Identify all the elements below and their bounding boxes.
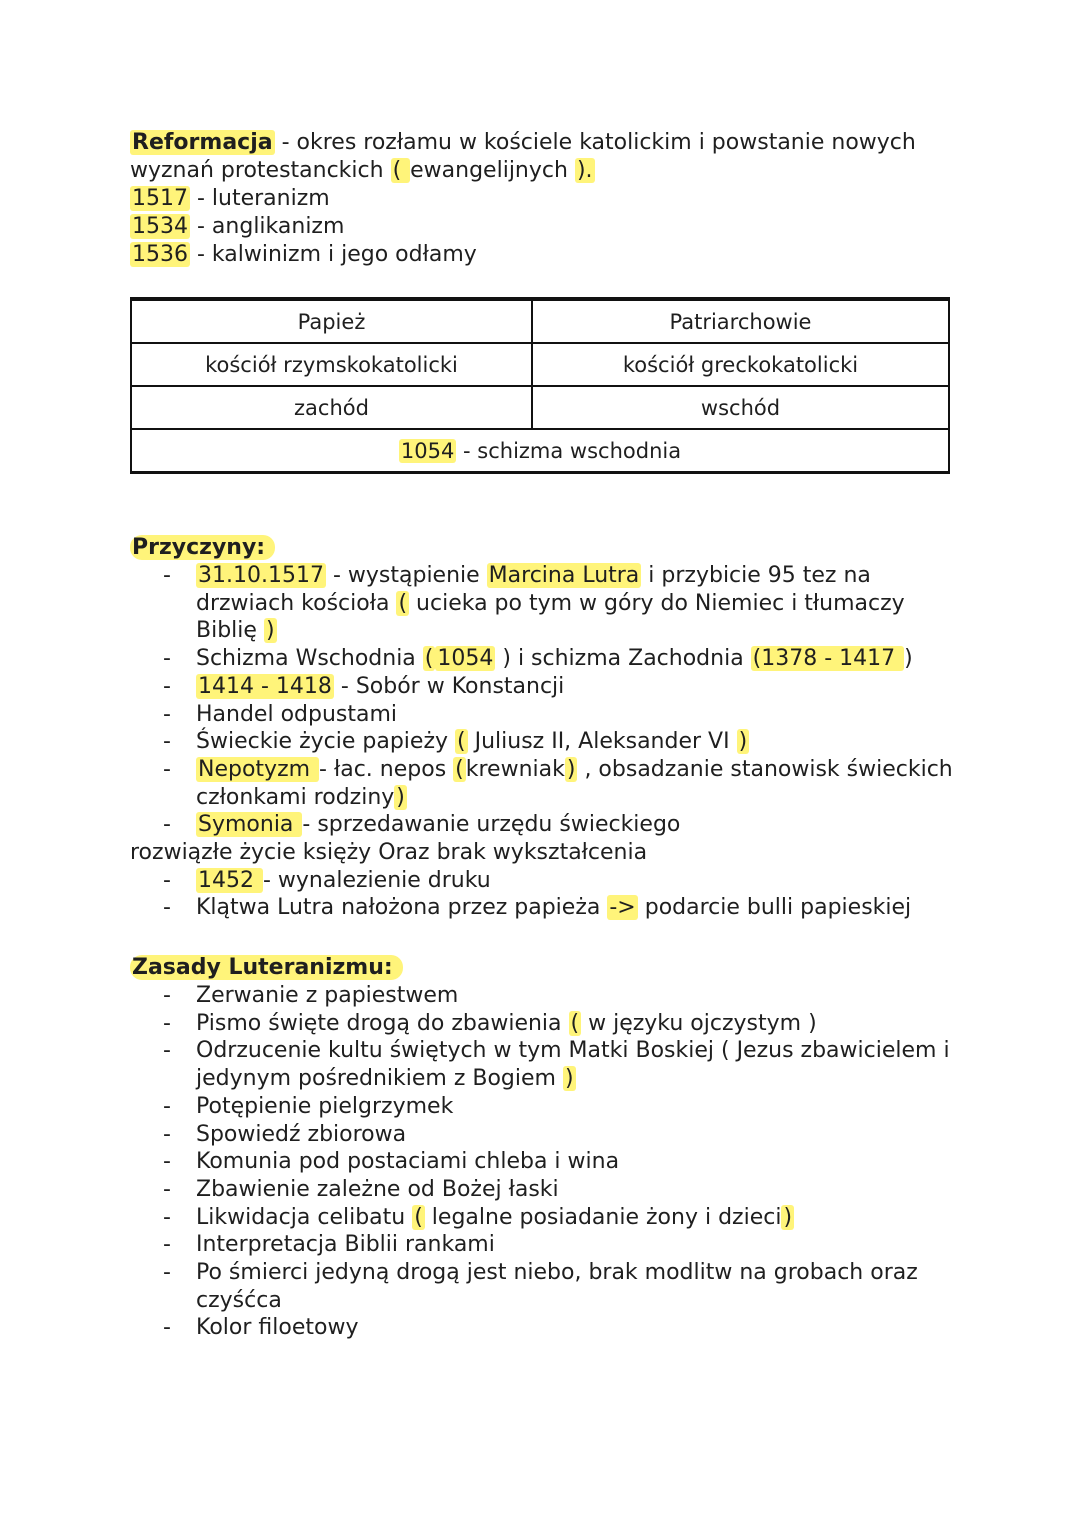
date-highlight: 31.10.1517 <box>198 563 324 588</box>
list-item <box>130 673 960 701</box>
paren-highlight: ( <box>414 1204 423 1230</box>
table-footer-cell <box>131 429 949 473</box>
text-part: - wystąpienie <box>325 563 487 588</box>
text-part: Pismo święte drogą do zbawienia <box>196 1010 569 1036</box>
text-part: Odrzucenie kultu świętych w tym Matki Boskiej ( Jezus zbawicielem i jedynym pośrednikiem z Bogiem <box>196 1038 950 1092</box>
paren-highlight: ). <box>576 158 593 183</box>
text-part: Potępienie pielgrzymek <box>196 1093 454 1119</box>
list-item <box>130 1176 960 1204</box>
date-highlight: 1414 - 1418 <box>198 673 332 699</box>
paren-highlight: ) <box>566 756 576 782</box>
text-part: Spowiedź zbiorowa <box>196 1121 407 1147</box>
date-text: - anglikanizm <box>190 214 345 239</box>
rules-list <box>130 982 960 1342</box>
list-item <box>130 1231 960 1259</box>
date-year: 1534 <box>132 214 188 239</box>
date-line <box>130 241 950 269</box>
term-highlight: Nepotyzm <box>198 756 318 782</box>
text-part: ) <box>904 646 913 672</box>
list-item <box>130 839 960 867</box>
list-item <box>130 1314 960 1342</box>
list-item <box>130 867 960 895</box>
table-cell: kościół rzymskokatolicki <box>131 343 532 386</box>
date-line <box>130 213 950 241</box>
text-part: i przybicie 95 tez na drzwiach kościoła <box>196 563 871 616</box>
date-line <box>130 185 950 213</box>
text-part: podarcie bulli papieskiej <box>637 895 912 921</box>
text-part: - sprzedawanie urzędu świeckiego <box>302 812 681 838</box>
schism-text: - schizma wschodnia <box>456 438 682 463</box>
heading-text: Przyczyny: <box>130 535 275 560</box>
paren-highlight: ( <box>455 756 464 782</box>
list-item <box>130 894 960 922</box>
date-year: 1517 <box>132 186 188 211</box>
list-item <box>130 562 960 645</box>
text-part: ucieka po tym w góry do Niemiec i tłumaczy Biblię <box>196 590 905 644</box>
text-part: w języku ojczystym ) <box>581 1010 817 1036</box>
text-part: rozwiązłe życie księży Oraz brak wykształcenia <box>130 840 648 866</box>
list-item <box>130 1093 960 1121</box>
date-year: 1536 <box>132 242 188 267</box>
causes-list <box>130 562 960 922</box>
list-item <box>130 1148 960 1176</box>
list-item <box>130 982 960 1010</box>
date-highlight: 1054 <box>437 646 494 672</box>
text-part: , obsadzanie stanowisk świeckich członkami rodziny <box>196 756 953 810</box>
intro-line-2 <box>130 157 950 185</box>
paren-highlight: ( <box>398 590 408 616</box>
list-item <box>130 645 960 673</box>
table-row <box>131 343 949 386</box>
text-part: ) i schizma Zachodnia <box>495 646 751 672</box>
text-part: Likwidacja celibatu <box>196 1204 413 1230</box>
text-part: - Sobór w Konstancji <box>333 673 565 699</box>
list-item <box>130 701 960 729</box>
causes-heading <box>130 534 960 562</box>
list-item <box>130 1259 960 1314</box>
text-part: Zbawienie zależne od Bożej łaski <box>196 1176 559 1202</box>
heading-text: Zasady Luteranizmu: <box>130 955 403 980</box>
rules-heading <box>130 954 960 982</box>
paren-highlight: ( <box>457 729 466 755</box>
paren-highlight: ) <box>564 1066 574 1092</box>
list-item <box>130 811 960 839</box>
date-text: - kalwinizm i jego odłamy <box>190 242 477 267</box>
table-cell: Papież <box>131 299 532 343</box>
table-row <box>131 386 949 429</box>
text-part: Kolor filoetowy <box>196 1315 359 1341</box>
intro-line-1 <box>130 129 950 157</box>
text-part: - wynalezienie druku <box>262 867 491 893</box>
list-item <box>130 1010 960 1038</box>
date-highlight: 1452 <box>198 867 261 893</box>
definition-part: ewangelijnych <box>410 158 575 183</box>
text-part: Zerwanie z papiestwem <box>196 983 459 1008</box>
text-part: Juliusz II, Aleksander VI <box>467 729 737 755</box>
text-part: Klątwa Lutra nałożona przez papieża <box>196 895 608 921</box>
list-item <box>130 1204 960 1232</box>
list-item <box>130 1037 960 1092</box>
text-part: Schizma Wschodnia <box>196 646 423 672</box>
table-row <box>131 299 949 343</box>
term-reformacja: Reformacja <box>132 130 273 155</box>
paren-highlight: ) <box>738 729 748 755</box>
table-row <box>131 429 949 473</box>
arrow-highlight: -> <box>609 895 636 921</box>
date-text: - luteranizm <box>190 186 330 211</box>
paren-highlight: ( <box>392 158 409 183</box>
paren-highlight: ) <box>783 1204 793 1230</box>
table-cell: wschód <box>532 386 949 429</box>
list-item <box>130 1121 960 1149</box>
paren-highlight: ) <box>396 784 405 810</box>
definition-part: - okres rozłamu w kościele katolickim i powstanie nowych <box>274 130 916 155</box>
name-highlight: Marcina Lutra <box>488 563 640 588</box>
text-part: Komunia pod postaciami chleba i wina <box>196 1149 620 1175</box>
paren-highlight: ) <box>265 618 275 644</box>
paren-highlight: ( <box>570 1010 580 1036</box>
causes-section <box>130 534 960 922</box>
term-highlight: Symonia <box>198 812 301 838</box>
text-part: Po śmierci jedyną drogą jest niebo, brak modlitw na grobach oraz czyśćca <box>196 1260 918 1313</box>
text-part: - łac. nepos <box>319 756 454 782</box>
table-cell: kościół greckokatolicki <box>532 343 949 386</box>
text-part: krewniak <box>465 756 565 782</box>
text-part: legalne posiadanie żony i dzieci <box>424 1204 782 1230</box>
date-highlight: (1378 - 1417 <box>752 646 903 672</box>
list-item <box>130 756 960 811</box>
definition-part: wyznań protestanckich <box>130 158 391 183</box>
list-item <box>130 728 960 756</box>
intro-section <box>130 129 950 269</box>
table-cell: zachód <box>131 386 532 429</box>
text-part: Świeckie życie papieży <box>196 729 456 755</box>
text-part: Handel odpustami <box>196 701 398 727</box>
rules-section <box>130 954 960 1342</box>
schism-year: 1054 <box>400 438 455 463</box>
comparison-table <box>130 297 950 474</box>
table-cell: Patriarchowie <box>532 299 949 343</box>
paren-highlight: ( <box>424 646 434 672</box>
text-part: Interpretacja Biblii rankami <box>196 1232 495 1258</box>
